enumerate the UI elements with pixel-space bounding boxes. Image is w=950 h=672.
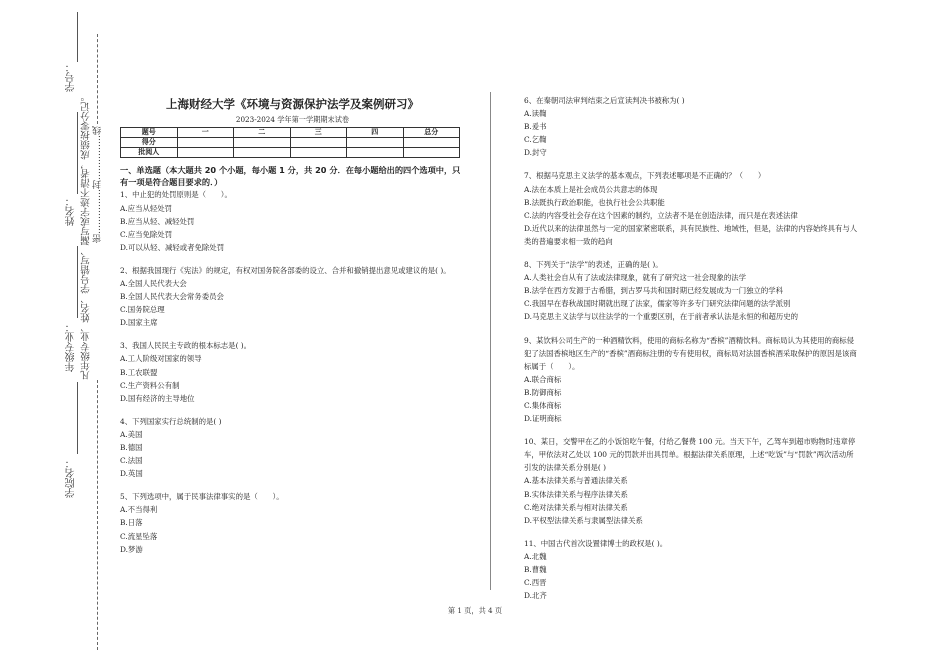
question-block (120, 339, 465, 404)
grader-cell[interactable] (403, 148, 460, 158)
answer-option[interactable]: B.曹魏 (524, 565, 547, 574)
question-stem: 1、中止犯的处罚原则是（ ）。 (120, 190, 232, 200)
answer-option[interactable]: C.我国早在春秋战国时期就出现了法家，儒家等许多专门研究法律问题的法学派别 (524, 299, 791, 309)
answer-option[interactable]: A.不当得利 (120, 505, 158, 515)
left-question-list (120, 188, 465, 555)
score-header-cell: 三 (290, 128, 347, 138)
left-column (120, 96, 465, 556)
score-cell[interactable] (177, 138, 234, 148)
answer-option[interactable]: C.西晋 (524, 578, 547, 588)
score-header-cell: 总分 (403, 128, 460, 138)
question-stem: 3、我国人民民主专政的根本标志是( )。 (120, 341, 252, 351)
student-id-line (77, 12, 78, 62)
right-question-list (524, 94, 859, 602)
score-header-cell: 四 (347, 128, 404, 138)
answer-option[interactable]: D.北齐 (524, 591, 547, 601)
answer-option[interactable]: A.基本法律关系与普通法律关系 (524, 476, 628, 486)
answer-option[interactable]: B.法学在西方发源于古希腊，到古罗马共和国时期已经发展成为一门独立的学科 (524, 286, 784, 296)
question-block (120, 415, 465, 480)
score-table-header-row (121, 128, 460, 138)
question-block (120, 188, 465, 253)
answer-option[interactable]: A.法在本质上是社会成员公共意志的体现 (524, 184, 658, 194)
answer-option[interactable]: A.应当从轻处罚 (120, 203, 173, 213)
answer-option[interactable]: D.平权型法律关系与隶属型法律关系 (524, 515, 643, 525)
answer-option[interactable]: B.法既执行政治职能，也执行社会公共职能 (524, 197, 665, 207)
answer-option[interactable]: A.北魏 (524, 551, 547, 561)
question-block (524, 435, 859, 527)
section-heading: 一、单选题（本大题共 20 个小题，每小题 1 分，共 20 分．在每小题给出的四个选项中，只有一项是符合题目要求的．） (120, 165, 461, 188)
answer-option[interactable]: A.联合商标 (524, 374, 562, 384)
question-stem: 11、中国古代首次设置律博士的政权是( )。 (524, 538, 668, 548)
score-row-label: 得分 (121, 138, 178, 148)
score-header-cell: 二 (234, 128, 291, 138)
question-block (524, 94, 859, 159)
question-block (524, 258, 859, 323)
student-id-label: 学号： (66, 62, 77, 92)
answer-option[interactable]: D.近代以来的法律虽然与一定的国家紧密联系，具有民族性、地域性，但是，法律的内容始终具有与人类的普遍要求相一致的趋向 (524, 223, 858, 246)
answer-option[interactable]: B.实体法律关系与程序法律关系 (524, 489, 628, 499)
grader-row-label: 批阅人 (121, 148, 178, 158)
question-stem: 8、下列关于“法学”的表述，正确的是( )。 (524, 260, 663, 270)
answer-option[interactable]: A.全国人民代表大会 (120, 278, 187, 288)
question-block (524, 537, 859, 602)
seal-dash-line-top (97, 34, 98, 124)
answer-option[interactable]: D.马克思主义法学与以往法学的一个重要区别，在于前者承认法是永恒的和超历史的 (524, 312, 799, 322)
answer-option[interactable]: C.法的内容受社会存在这个因素的制约，立法者不是在创造法律，而只是在表述法律 (524, 210, 798, 220)
answer-option[interactable]: B.爰书 (524, 122, 547, 132)
answer-option[interactable]: B.防御商标 (524, 387, 562, 397)
score-table (120, 127, 460, 158)
score-cell[interactable] (234, 138, 291, 148)
question-stem: 7、根据马克思主义法学的基本观点，下列表述哪项是不正确的？（ ） (524, 171, 766, 181)
grade-line (77, 246, 78, 318)
answer-option[interactable]: C.应当免除处罚 (120, 229, 173, 239)
question-stem: 10、某日，交警甲在乙的小饭馆吃午餐，付给乙餐费 100 元。当天下午，乙驾车到超市购物时违章停车，甲依法对乙处以 100 元的罚款并出具罚单。根据法律关系原理，上述“吃饭”与“罚款”两次活动所引发的法律关系分别是( ) (524, 437, 856, 473)
score-cell[interactable] (290, 138, 347, 148)
answer-option[interactable]: C.集体商标 (524, 400, 562, 410)
answer-option[interactable]: B.应当从轻、减轻处罚 (120, 216, 195, 226)
answer-option[interactable]: D.国家主席 (120, 318, 158, 328)
binding-strip (0, 0, 110, 672)
grader-cell[interactable] (177, 148, 234, 158)
answer-option[interactable]: C.国务院总理 (120, 305, 165, 315)
answer-option[interactable]: B.德国 (120, 443, 143, 452)
grader-cell[interactable] (290, 148, 347, 158)
column-divider (490, 92, 491, 590)
answer-option[interactable]: C.绝对法律关系与相对法律关系 (524, 502, 628, 512)
answer-option[interactable]: C.乞鞫 (524, 135, 547, 145)
answer-option[interactable]: B.全国人民代表大会常务委员会 (120, 292, 224, 302)
answer-option[interactable]: C.流星坠落 (120, 531, 158, 541)
answer-option[interactable]: A.读鞫 (524, 109, 547, 119)
school-label: 学院名： (66, 458, 77, 498)
grader-cell[interactable] (347, 148, 404, 158)
grade-label: 年级专业： (66, 322, 77, 372)
answer-option[interactable]: D.可以从轻、减轻或者免除处罚 (120, 242, 225, 252)
answer-option[interactable]: A.工人阶级对国家的领导 (120, 354, 202, 364)
question-block (524, 169, 859, 248)
notice-text: 凡年级专业、姓名、学号错写、漏写或字迹不清者，成绩按零分记。 (81, 92, 92, 380)
score-cell[interactable] (347, 138, 404, 148)
question-stem: 6、在秦朝司法审判结束之后宣读判决书被称为( ) (524, 96, 685, 105)
exam-title: 上海财经大学《环境与资源保护法学及案例研习》 (166, 97, 419, 111)
answer-option[interactable]: D.英国 (120, 469, 143, 479)
score-header-cell: 题号 (121, 128, 178, 138)
school-line (77, 382, 78, 454)
answer-option[interactable]: C.生产资料公有制 (120, 380, 180, 390)
name-line (77, 112, 78, 194)
grader-cell[interactable] (234, 148, 291, 158)
question-stem: 2、根据我国现行《宪法》的规定，有权对国务院各部委的设立、合并和撤销提出意见或建议的是( )。 (120, 265, 451, 275)
question-block (120, 490, 465, 555)
score-header-cell: 一 (177, 128, 234, 138)
answer-option[interactable]: D.梦游 (120, 544, 143, 554)
answer-option[interactable]: B.工农联盟 (120, 367, 158, 377)
answer-option[interactable]: D.证明商标 (524, 414, 562, 424)
answer-option[interactable]: D.国有经济的主导地位 (120, 393, 195, 403)
score-cell[interactable] (403, 138, 460, 148)
score-row (121, 138, 460, 148)
name-label: 姓名： (66, 196, 77, 226)
answer-option[interactable]: D.封守 (524, 148, 547, 158)
seal-line-text: 密……………封……………线 (93, 126, 103, 243)
exam-subtitle: 2023-2024 学年第一学期期末试卷 (235, 115, 350, 124)
page-footer: 第 1 页，共 4 页 (447, 606, 503, 615)
question-block (120, 264, 465, 329)
question-block (524, 334, 859, 426)
answer-option[interactable]: C.法国 (120, 456, 143, 466)
answer-option[interactable]: A.美国 (120, 429, 143, 439)
question-stem: 5、下列选项中，属于民事法律事实的是（ ）。 (120, 492, 284, 502)
question-stem: 4、下列国家实行总统制的是( ) (120, 416, 222, 426)
right-column (524, 94, 859, 602)
grader-row (121, 148, 460, 158)
answer-option[interactable]: A.人类社会自从有了法或法律现象，就有了研究这一社会现象的法学 (524, 273, 747, 283)
question-stem: 9、某饮料公司生产的一种酒精饮料，使用的商标名称为“香槟”酒精饮料。商标局认为其使用的商标侵犯了法国香槟地区生产的“香槟”酒商标注册的专有使用权，商标局对法国香槟酒采取保护的原因是该商标属于（ ）。 (524, 335, 857, 371)
answer-option[interactable]: B.日落 (120, 518, 143, 528)
